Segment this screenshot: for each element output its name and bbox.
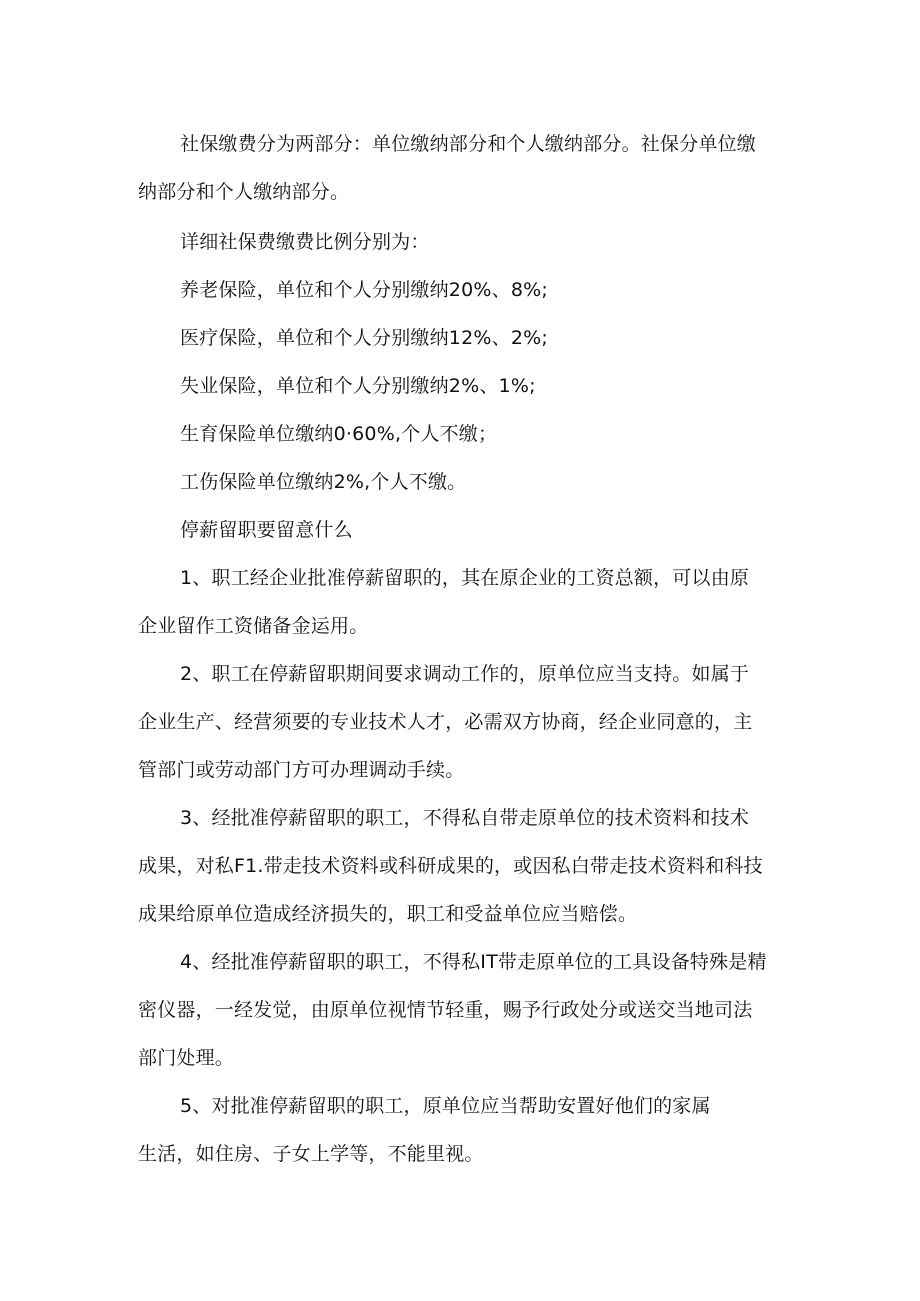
text-line: 部门处理。 bbox=[138, 1047, 235, 1069]
text-line: 3、经批准停薪留职的职工，不得私自带走原单位的技术资料和技术 bbox=[180, 807, 750, 829]
text-line: 工伤保险单位缴纳2%,个人不缴。 bbox=[180, 471, 467, 493]
text-line: 2、职工在停薪留职期间要求调动工作的，原单位应当支持。如属于 bbox=[180, 663, 750, 685]
text-line: 成果，对私F1.带走技术资料或科研成果的，或因私白带走技术资料和科技 bbox=[138, 855, 763, 877]
text-line: 详细社保费缴费比例分别为： bbox=[180, 231, 430, 253]
paragraph-unemployment bbox=[138, 362, 788, 410]
text-line: 生活，如住房、子女上学等，不能里视。 bbox=[138, 1143, 484, 1165]
paragraph-item-1 bbox=[138, 554, 788, 650]
document-body bbox=[138, 120, 788, 1178]
paragraph-item-3 bbox=[138, 794, 788, 938]
text-line: 社保缴费分为两部分：单位缴纳部分和个人缴纳部分。社保分单位缴 bbox=[180, 133, 757, 155]
text-line: 失业保险，单位和个人分别缴纳2%、1%; bbox=[180, 375, 536, 397]
paragraph-pension bbox=[138, 266, 788, 314]
paragraph-leave-heading bbox=[138, 506, 788, 554]
text-line: 4、经批准停薪留职的职工，不得私IT带走原单位的工具设备特殊是精 bbox=[180, 951, 767, 973]
text-line: 停薪留职要留意什么 bbox=[180, 519, 353, 541]
text-line: 纳部分和个人缴纳部分。 bbox=[138, 181, 350, 203]
paragraph-maternity bbox=[138, 410, 788, 458]
text-line: 医疗保险，单位和个人分别缴纳12%、2%; bbox=[180, 327, 548, 349]
paragraph-item-2 bbox=[138, 650, 788, 794]
text-line: 密仪器，一经发觉，由原单位视情节轻重，赐予行政处分或送交当地司法 bbox=[138, 999, 753, 1021]
paragraph-intro bbox=[138, 120, 788, 216]
text-line: 生育保险单位缴纳0·60%,个人不缴； bbox=[180, 423, 498, 445]
text-line: 养老保险，单位和个人分别缴纳20%、8%; bbox=[180, 279, 548, 301]
text-line: 1、职工经企业批准停薪留职的，其在原企业的工资总额，可以由原 bbox=[180, 567, 750, 589]
paragraph-medical bbox=[138, 314, 788, 362]
text-line: 企业生产、经营须要的专业技术人才，必需双方协商，经企业同意的，主 bbox=[138, 711, 753, 733]
paragraph-injury bbox=[138, 458, 788, 506]
text-line: 5、对批准停薪留职的职工，原单位应当帮助安置好他们的家属 bbox=[180, 1095, 711, 1117]
paragraph-item-4 bbox=[138, 938, 788, 1082]
paragraph-rates-heading bbox=[138, 218, 788, 266]
paragraph-item-5 bbox=[138, 1082, 788, 1178]
text-line: 管部门或劳动部门方可办理调动手续。 bbox=[138, 759, 465, 781]
text-line: 成果给原单位造成经济损失的，职工和受益单位应当赔偿。 bbox=[138, 903, 638, 925]
text-line: 企业留作工资储备金运用。 bbox=[138, 615, 369, 637]
